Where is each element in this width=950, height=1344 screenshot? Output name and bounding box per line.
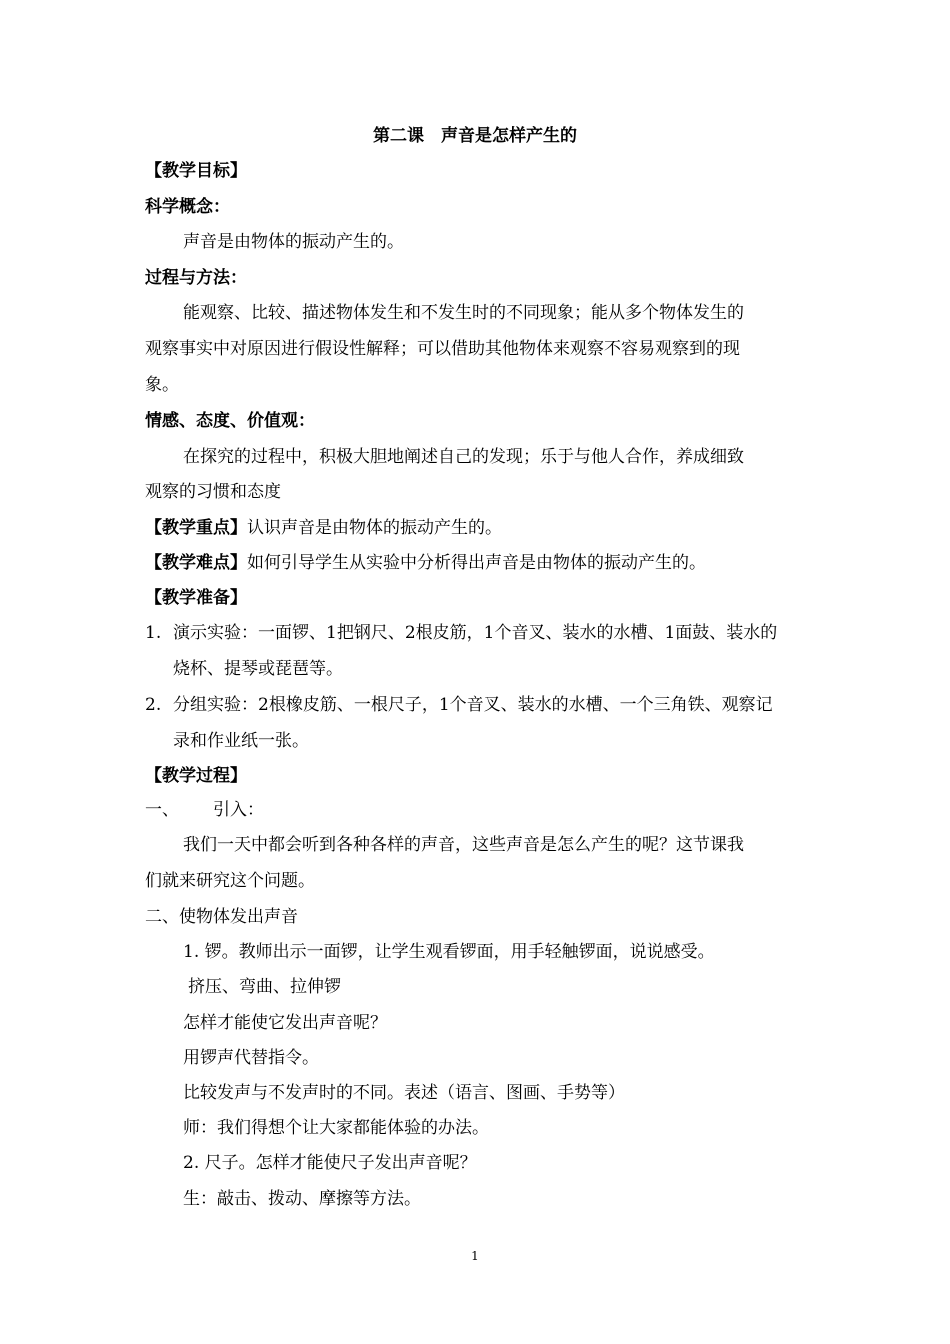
- paragraph-line: 怎样才能使它发出声音呢？: [183, 1013, 387, 1033]
- paragraph-line: 1. 锣。教师出示一面锣，让学生观看锣面，用手轻触锣面，说说感受。: [183, 942, 715, 962]
- paragraph-line: 挤压、弯曲、拉伸锣: [188, 977, 341, 997]
- paragraph-line: 在探究的过程中，积极大胆地阐述自己的发现；乐于与他人合作，养成细致: [183, 447, 744, 467]
- paragraph-line: 观察的习惯和态度: [145, 482, 281, 502]
- page-number: 1: [471, 1249, 479, 1263]
- paragraph-line: 生：敲击、拨动、摩擦等方法。: [183, 1189, 421, 1209]
- paragraph-line: 我们一天中都会听到各种各样的声音，这些声音是怎么产生的呢？这节课我: [183, 835, 744, 855]
- section-heading-process: 【教学过程】: [145, 766, 247, 786]
- list-number: 2.: [145, 695, 162, 715]
- difficulty-line: [145, 552, 706, 576]
- key-point-text: 认识声音是由物体的振动产生的。: [247, 518, 502, 538]
- section-heading-difficulty: 【教学难点】: [145, 553, 247, 573]
- list-item-text: 演示实验：一面锣、1把钢尺、2根皮筋，1个音叉、装水的水槽、1面鼓、装水的: [173, 623, 778, 643]
- list-item-text: 分组实验：2根橡皮筋、一根尺子，1个音叉、装水的水槽、一个三角铁、观察记: [173, 695, 773, 715]
- step-number: 一、: [145, 800, 179, 820]
- subheading-process-method: 过程与方法：: [145, 268, 247, 288]
- key-point-line: [145, 517, 502, 541]
- section-heading-teaching-goals: 【教学目标】: [145, 161, 247, 181]
- paragraph-line: 能观察、比较、描述物体发生和不发生时的不同现象；能从多个物体发生的: [183, 303, 744, 323]
- list-number: 1.: [145, 623, 162, 643]
- subheading-attitude-values: 情感、态度、价值观：: [145, 411, 315, 431]
- paragraph-line: 声音是由物体的振动产生的。: [183, 232, 404, 252]
- paragraph-line: 师：我们得想个让大家都能体验的办法。: [183, 1118, 489, 1138]
- section-heading-key-point: 【教学重点】: [145, 518, 247, 538]
- step-heading: 二、使物体发出声音: [145, 907, 298, 927]
- step-heading: 引入：: [213, 800, 264, 820]
- subheading-science-concept: 科学概念：: [145, 197, 230, 217]
- paragraph-line: 2. 尺子。怎样才能使尺子发出声音呢？: [183, 1153, 477, 1173]
- lesson-title: 第二课 声音是怎样产生的: [373, 126, 577, 146]
- list-item-text: 录和作业纸一张。: [173, 731, 309, 751]
- paragraph-line: 象。: [145, 375, 179, 395]
- section-heading-preparation: 【教学准备】: [145, 588, 247, 608]
- paragraph-line: 比较发声与不发声时的不同。表述（语言、图画、手势等）: [183, 1083, 625, 1103]
- difficulty-text: 如何引导学生从实验中分析得出声音是由物体的振动产生的。: [247, 553, 706, 573]
- paragraph-line: 用锣声代替指令。: [183, 1048, 319, 1068]
- paragraph-line: 们就来研究这个问题。: [145, 871, 315, 891]
- list-item-text: 烧杯、提琴或琵琶等。: [173, 659, 343, 679]
- paragraph-line: 观察事实中对原因进行假设性解释；可以借助其他物体来观察不容易观察到的现: [145, 339, 740, 359]
